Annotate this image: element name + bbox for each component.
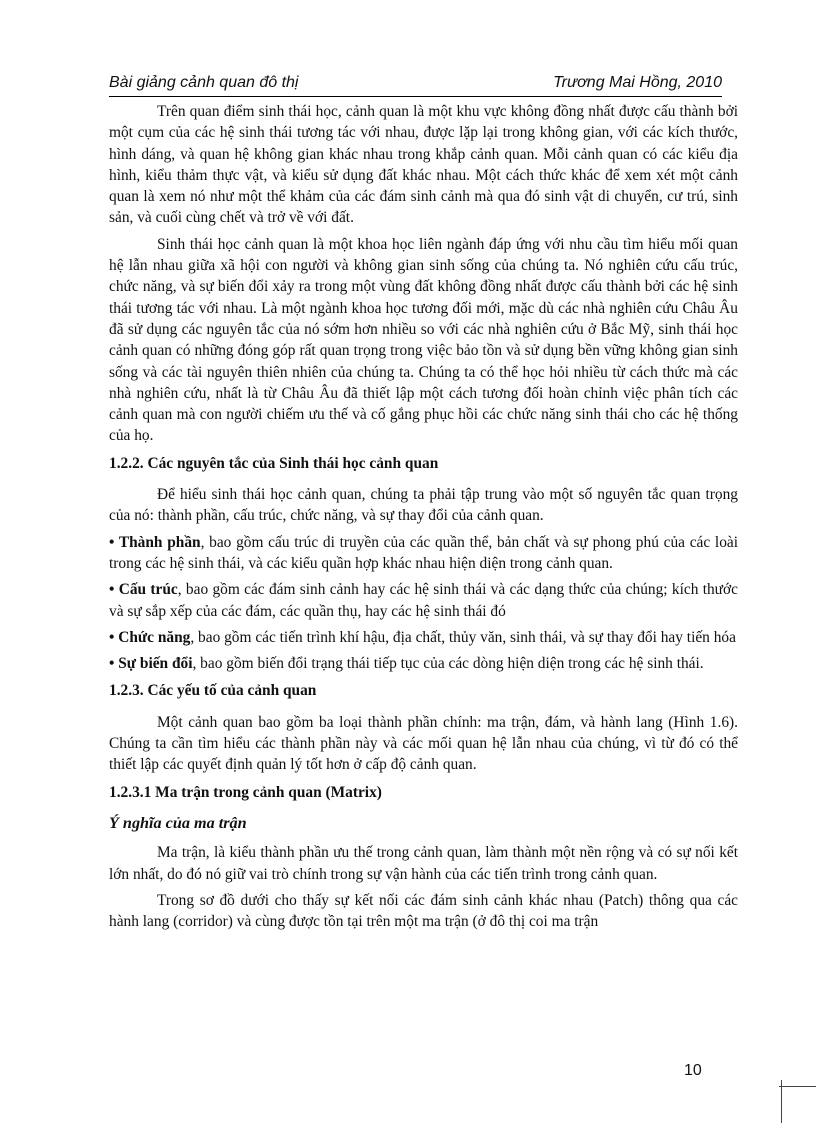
paragraph-landscape-ecology-view: Trên quan điểm sinh thái học, cảnh quan là một khu vực không đồng nhất được cấu thành bởi một cụm của các hệ sinh thái tương tác với nhau, được lặp lại trong không gian, với các kích thước, hình dáng, và quan hệ không gian khác nhau trong khắp cảnh quan. Mỗi cảnh quan có các kiểu địa hình, kiểu thảm thực vật, và kiểu sử dụng đất khác nhau. Một cách thức khác để xem xét một cảnh quan là xem nó như một thể khảm của các đám sinh cảnh mà qua đó sinh vật di chuyển, cư trú, sinh sản, và cuối cùng chết và trở về với đất. [109,103,738,227]
paragraph-principles-intro: Để hiểu sinh thái học cảnh quan, chúng ta phải tập trung vào một số nguyên tắc quan trọng của nó: thành phần, cấu trúc, chức năng, và sự thay đổi của cảnh quan. [109,486,738,525]
section-heading-1-2-2: 1.2.2. Các nguyên tắc của Sinh thái học cảnh quan [109,454,439,472]
bullet-structure [109,579,738,622]
header-divider [109,96,722,97]
bullet-text: , bao gồm cấu trúc di truyền của các quần thể, bản chất và sự phong phú của các loài trong các hệ sinh thái, và các kiểu quần hợp khác nhau hiện diện trong cảnh quan. [109,533,738,572]
bullet-change [109,653,738,674]
bullet-term: • Sự biến đổi [109,655,193,673]
paragraph-diagram-description: Trong sơ đồ dưới cho thấy sự kết nối các đám sinh cảnh khác nhau (Patch) thông qua các hành lang (corridor) và cùng được tồn tại trên một ma trận (ở đô thị coi ma trận [109,891,738,931]
header-course-title: Bài giảng cảnh quan đô thị [109,74,299,91]
page-body [109,101,738,937]
bullet-text: , bao gồm biến đổi trạng thái tiếp tục của các dòng hiện diện trong các hệ sinh thái. [192,655,704,673]
paragraph-landscape-elements: Một cảnh quan bao gồm ba loại thành phần chính: ma trận, đám, và hành lang (Hình 1.6). Chúng ta cần tìm hiểu các thành phần này và các mối quan hệ lẫn nhau của chúng, vì từ đó có thể thiết lập các quyết định quản lý tốt hơn ở cấp độ cảnh quan. [109,713,738,774]
bullet-term: • Cấu trúc [109,581,178,599]
header-author-year: Trương Mai Hồng, 2010 [553,74,722,91]
page-number: 10 [684,1062,702,1079]
bullet-composition [109,532,738,575]
bullet-function [109,627,738,648]
paragraph-landscape-ecology-science: Sinh thái học cảnh quan là một khoa học liên ngành đáp ứng với nhu cầu tìm hiểu mối quan hệ lẫn nhau giữa xã hội con người và không gian sinh sống của chúng ta. Nó nghiên cứu cấu trúc, chức năng, và sự biến đổi xảy ra trong một vùng đất không đồng nhất được cấu thành bởi các hệ sinh thái tương tác với nhau. Là một ngành khoa học tương đối mới, mặc dù các nhà nghiên cứu Châu Âu đã sử dụng các nguyên tắc của nó sớm hơn nhiều so với các nhà nghiên cứu ở Bắc Mỹ, sinh thái học cảnh quan có những đóng góp rất quan trọng trong việc bảo tồn và sử dụng bền vững không gian sinh sống và các tài nguyên thiên nhiên của chúng ta. Chúng ta có thể học hỏi nhiều từ cách thức mà các nhà nghiên cứu, nhất là từ Châu Âu đã thiết lập một cách tương đối hoàn chỉnh việc phân tích các cảnh quan mà con người chiếm ưu thế và cố gắng phục hồi các chức năng sinh thái cho các hệ thống của họ. [109,235,738,445]
corner-mark-horizontal [779,1086,816,1087]
section-heading-1-2-3-1: 1.2.3.1 Ma trận trong cảnh quan (Matrix) [109,783,382,801]
bullet-text: , bao gồm các đám sinh cảnh hay các hệ sinh thái và các dạng thức của chúng; kích thước và sự sắp xếp của các đám, các quần thụ, hay các hệ sinh thái đó [109,581,738,620]
bullet-term: • Thành phần [109,533,201,551]
bullet-term: • Chức năng [109,628,191,646]
subheading-matrix-meaning: Ý nghĩa của ma trận [109,813,247,832]
section-heading-1-2-3: 1.2.3. Các yếu tố của cảnh quan [109,682,317,700]
paragraph-matrix-definition: Ma trận, là kiểu thành phần ưu thế trong cảnh quan, làm thành một nền rộng và có sự nối kết lớn nhất, do đó nó giữ vai trò chính trong sự vận hành của các tiến trình trong cảnh quan. [109,844,738,883]
bullet-text: , bao gồm các tiến trình khí hậu, địa chất, thủy văn, sinh thái, và sự thay đổi hay tiến hóa [190,628,736,646]
page-header [109,72,722,94]
